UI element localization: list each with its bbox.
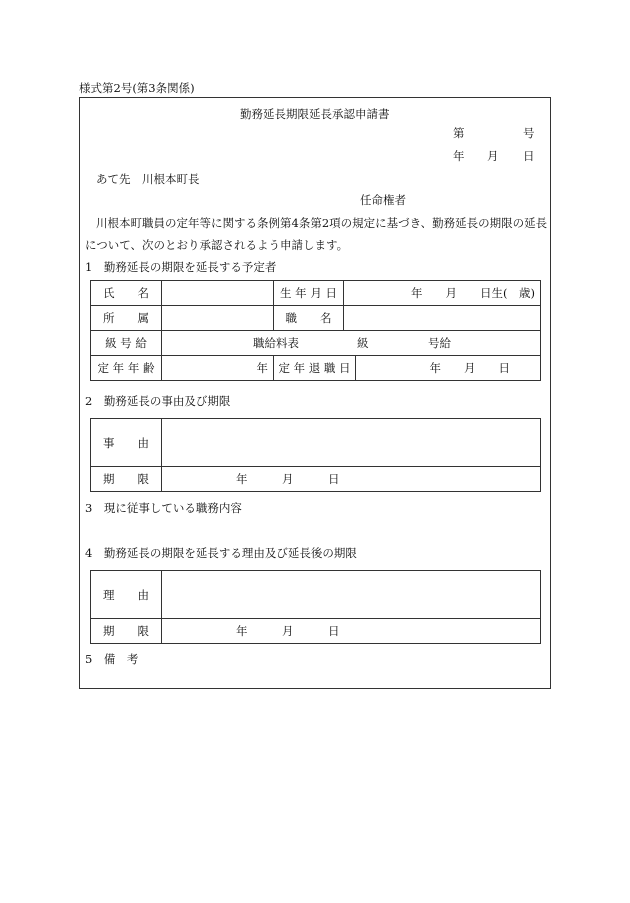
form-title: 勤務延長期限延長承認申請書 — [240, 107, 390, 121]
reason-label: 事 由 — [91, 419, 162, 467]
body-text-line2: について、次のとおり承認されるよう申請します。 — [85, 238, 349, 252]
date-year: 年 — [453, 149, 465, 163]
appointer: 任命権者 — [360, 193, 406, 207]
name-label: 氏 名 — [91, 281, 162, 306]
reason4-field[interactable] — [162, 571, 541, 619]
retire-age-field[interactable]: 年 — [162, 356, 274, 381]
dept-field[interactable] — [162, 306, 274, 331]
section2-heading: 2 勤務延長の事由及び期限 — [85, 394, 231, 408]
name-field[interactable] — [162, 281, 274, 306]
period4-label: 期 限 — [91, 619, 162, 644]
grade-label: 級 号 給 — [91, 331, 162, 356]
section5-heading: 5 備 考 — [85, 652, 139, 666]
section4-table — [90, 570, 541, 644]
period-label: 期 限 — [91, 467, 162, 492]
grade-field[interactable] — [162, 331, 541, 356]
reason4-label: 理 由 — [91, 571, 162, 619]
section4-heading: 4 勤務延長の期限を延長する理由及び延長後の期限 — [85, 546, 357, 560]
date-month: 月 — [487, 149, 499, 163]
section3-heading: 3 現に従事している職務内容 — [85, 501, 242, 515]
grade-table: 職給料表 — [253, 336, 299, 350]
addressee: あて先 川根本町長 — [96, 172, 200, 186]
section1-heading: 1 勤務延長の期限を延長する予定者 — [85, 260, 277, 274]
section2-table — [90, 418, 541, 492]
period-field[interactable]: 年 月 日 — [162, 467, 541, 492]
date-day: 日 — [523, 149, 535, 163]
job-field[interactable] — [344, 306, 541, 331]
dept-label: 所 属 — [91, 306, 162, 331]
period4-field[interactable]: 年 月 日 — [162, 619, 541, 644]
doc-number-go: 号 — [523, 126, 535, 140]
body-text-line1: 川根本町職員の定年等に関する条例第4条第2項の規定に基づき、勤務延長の期限の延長 — [96, 216, 548, 230]
reason-field[interactable] — [162, 419, 541, 467]
section1-table — [90, 280, 541, 381]
grade-gokyu: 号給 — [428, 336, 451, 350]
doc-number-dai: 第 — [453, 126, 465, 140]
form-label: 様式第2号(第3条関係) — [79, 81, 195, 95]
retire-date-label: 定 年 退 職 日 — [274, 356, 356, 381]
job-label: 職 名 — [274, 306, 344, 331]
retire-date-field[interactable]: 年 月 日 — [356, 356, 541, 381]
birth-value[interactable]: 年 月 日生( 歳) — [344, 281, 541, 306]
retire-age-label: 定 年 年 齢 — [91, 356, 162, 381]
grade-kyu: 級 — [357, 336, 369, 350]
birth-label: 生 年 月 日 — [274, 281, 344, 306]
